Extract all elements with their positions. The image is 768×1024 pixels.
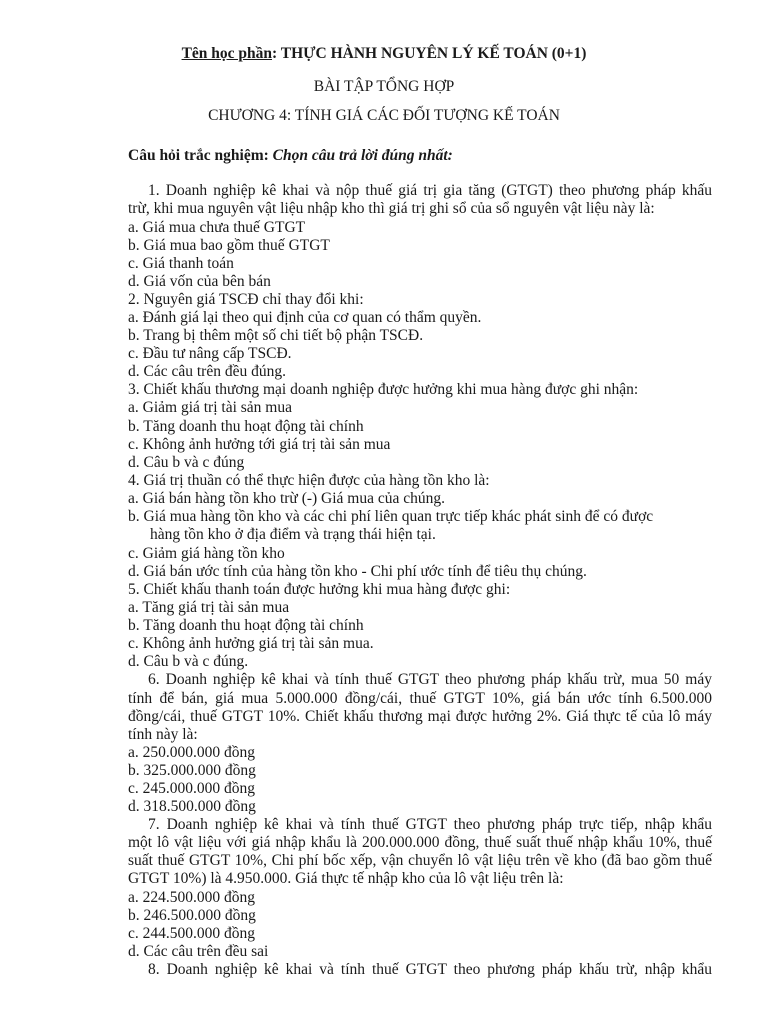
text-line: c. Đầu tư nâng cấp TSCĐ. [128,345,292,362]
text-line: d. Câu b và c đúng. [128,653,249,670]
text-line: b. Tăng doanh thu hoạt động tài chính [128,617,364,634]
text-line: b. 246.500.000 đồng [128,907,256,924]
text-line: b. Trang bị thêm một số chi tiết bộ phận TSCĐ. [128,327,424,344]
text-line: b. Tăng doanh thu hoạt động tài chính [128,418,364,435]
section-heading [128,147,712,165]
section-instruction: Chọn câu trả lời đúng nhất: [272,147,453,164]
text-line: d. Giá bán ước tính của hàng tồn kho - Chi phí ước tính để tiêu thụ chúng. [128,563,587,580]
text-line: d. Giá vốn của bên bán [128,273,271,290]
text-line: b. Giá mua hàng tồn kho và các chi phí liên quan trực tiếp khác phát sinh để có được [128,508,654,525]
text-line: c. Giá thanh toán [128,255,234,272]
text-line: b. 325.000.000 đồng [128,762,256,779]
text-line: c. Giảm giá hàng tồn kho [128,545,285,562]
text-line: a. Tăng giá trị tài sản mua [128,599,290,616]
text-line: 4. Giá trị thuần có thể thực hiện được của hàng tồn kho là: [128,472,490,489]
text-line: a. Đánh giá lại theo qui định của cơ quan có thẩm quyền. [128,309,482,326]
text-line: GTGT 10%) là 4.950.000. Giá thực tế nhập kho của lô vật liệu trên là: [128,870,564,887]
text-line: tính để bán, giá mua 5.000.000 đồng/cái, thuế GTGT 10%, giá bán ước tính 6.500.000 [128,690,712,707]
course-label: Tên học phần [181,45,273,62]
text-line: 8. Doanh nghiệp kê khai và tính thuế GTGT theo phương pháp khấu trừ, nhập khẩu [148,961,712,978]
chapter-title: CHƯƠNG 4: TÍNH GIÁ CÁC ĐỐI TƯỢNG KẾ TOÁN [208,107,560,124]
text-line: a. Giá mua chưa thuế GTGT [128,219,306,236]
text-line: c. 245.000.000 đồng [128,780,256,797]
text-line: một lô vật liệu với giá nhập khẩu là 200.000.000 đồng, thuế suất thuế nhập khẩu 10%, thuế [128,834,712,851]
text-line: a. Giảm giá trị tài sản mua [128,399,292,416]
text-line: hàng tồn kho ở địa điểm và trạng thái hiện tại. [150,526,436,543]
text-line: c. 244.500.000 đồng [128,925,256,942]
course-name: : THỰC HÀNH NGUYÊN LÝ KẾ TOÁN (0+1) [272,45,587,62]
text-line: đồng/cái, thuế GTGT 10%. Chiết khấu thương mại được hưởng 2%. Giá thực tế của lô máy [128,708,712,725]
text-line: 6. Doanh nghiệp kê khai và tính thuế GTGT theo phương pháp khấu trừ, mua 50 máy [148,671,712,688]
text-line: 3. Chiết khấu thương mại doanh nghiệp được hưởng khi mua hàng được ghi nhận: [128,381,639,398]
text-line: suất thuế GTGT 10%, Chi phí bốc xếp, vận chuyển lô vật liệu trên về kho (đã bao gồm thuế [128,852,712,869]
section-label: Câu hỏi trắc nghiệm: [128,147,269,164]
text-line: 2. Nguyên giá TSCĐ chỉ thay đổi khi: [128,291,364,308]
text-line: 7. Doanh nghiệp kê khai và tính thuế GTGT theo phương pháp trực tiếp, nhập khẩu [148,816,712,833]
text-line: d. Câu b và c đúng [128,454,245,471]
text-line: d. 318.500.000 đồng [128,798,256,815]
text-line: b. Giá mua bao gồm thuế GTGT [128,237,330,254]
text-line: 1. Doanh nghiệp kê khai và nộp thuế giá trị gia tăng (GTGT) theo phương pháp khấu [148,182,712,199]
text-line: a. 250.000.000 đồng [128,744,256,761]
text-line: d. Các câu trên đều đúng. [128,363,286,380]
text-line: c. Không ảnh hưởng tới giá trị tài sản mua [128,436,391,453]
text-line: 5. Chiết khấu thanh toán được hưởng khi mua hàng được ghi: [128,581,511,598]
text-line: a. 224.500.000 đồng [128,889,256,906]
document-title: BÀI TẬP TỔNG HỢP [313,78,455,95]
text-line: c. Không ảnh hưởng giá trị tài sản mua. [128,635,374,652]
text-line: d. Các câu trên đều sai [128,943,269,960]
text-line: a. Giá bán hàng tồn kho trừ (-) Giá mua của chúng. [128,490,446,507]
course-heading [0,45,768,63]
text-line: tính này là: [128,726,198,743]
text-line: trừ, khi mua nguyên vật liệu nhập kho thì giá trị ghi sổ của sổ nguyên vật liệu này là: [128,200,655,217]
